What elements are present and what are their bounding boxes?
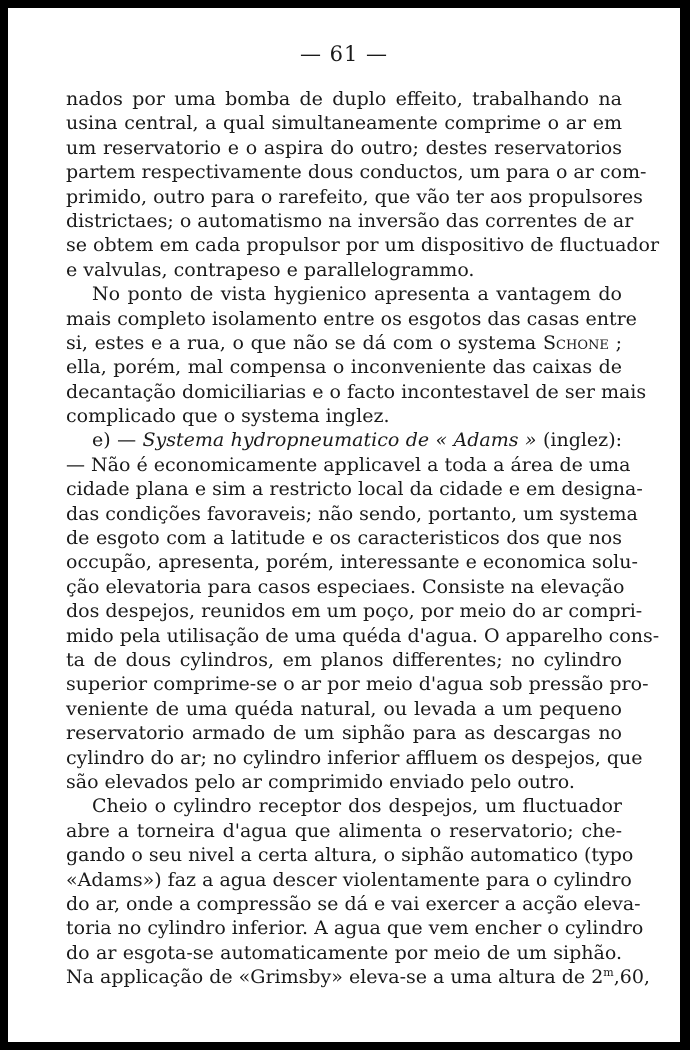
text-line: abre a torneira d'agua que alimenta o reservatorio; che- xyxy=(66,819,622,842)
text-line: do ar esgota-se automaticamente por meio de um siphão. xyxy=(66,941,622,964)
text-line: de esgoto com a latitude e os caracteristicos dos que nos xyxy=(66,527,622,550)
text-line: veniente de uma quéda natural, ou levada a um pequeno xyxy=(66,697,622,720)
text-segment: Na applicação de «Grimsby» eleva-se a uma altura de 2 xyxy=(66,966,604,989)
text-line: e valvulas, contrapeso e parallelogrammo. xyxy=(66,258,475,281)
text-line: reservatorio armado de um siphão para as descargas no xyxy=(66,722,622,745)
text-line: dos despejos, reunidos em um poço, por meio do ar compri- xyxy=(66,600,643,623)
text-line: usina central, a qual simultaneamente comprime o ar em xyxy=(66,112,622,135)
text-segment: ; xyxy=(608,331,622,354)
text-line: ta de dous cylindros, em planos differentes; no cylindro xyxy=(66,648,622,671)
text-line: um reservatorio e o aspira do outro; destes reservatorios xyxy=(66,136,622,159)
text-line: partem respectivamente dous conductos, um para o ar com- xyxy=(66,161,647,184)
text-line: districtaes; o automatismo na inversão das correntes de ar xyxy=(66,209,634,232)
text-line: nados por uma bomba de duplo effeito, trabalhando na xyxy=(66,88,622,110)
section-title-tail: (inglez): xyxy=(536,429,623,452)
section-title: Systema hydropneumatico de « Adams » xyxy=(142,429,537,452)
text-segment: ,60, xyxy=(613,966,650,989)
text-line: occupão, apresenta, porém, interessante e economica solu- xyxy=(66,551,638,574)
text-line: ella, porém, mal compensa o inconveniente das caixas de xyxy=(66,356,622,379)
text-line: No ponto de vista hygienico apresenta a vantagem do xyxy=(92,283,622,306)
smallcaps-name: Schone xyxy=(543,331,609,354)
paragraph-3 xyxy=(66,428,660,794)
section-label: e) — xyxy=(92,429,143,452)
text-line: decantação domiciliarias e o facto incontestavel de ser mais xyxy=(66,380,647,403)
unit-superscript: m xyxy=(603,966,614,980)
text-line: — Não é economicamente applicavel a toda a área de uma xyxy=(66,453,631,476)
text-line: cidade plana e sim a restricto local da cidade e em designa- xyxy=(66,478,643,501)
text-line: do ar, onde a compressão se dá e vai exercer a acção eleva- xyxy=(66,892,641,915)
text-line: complicado que o systema inglez. xyxy=(66,405,390,428)
text-line: são elevados pelo ar comprimido enviado pelo outro. xyxy=(66,770,575,793)
section-heading-line xyxy=(66,428,622,452)
text-line: superior comprime-se o ar por meio d'agua sob pressão pro- xyxy=(66,673,649,696)
paragraph-4 xyxy=(66,794,650,989)
text-line: toria no cylindro inferior. A agua que vem encher o cylindro xyxy=(66,917,644,940)
text-line-with-smallcaps xyxy=(66,331,622,355)
text-segment: si, estes e a rua, o que não se dá com o systema xyxy=(66,331,537,354)
text-line: gando o seu nivel a certa altura, o siphão automatico (typo xyxy=(66,844,634,867)
text-body xyxy=(66,87,660,989)
paragraph-2 xyxy=(66,282,647,428)
text-line: se obtem em cada propulsor por um dispositivo de fluctuador xyxy=(66,234,660,257)
text-line: das condições favoraveis; não sendo, portanto, um systema xyxy=(66,502,638,525)
text-line: mais completo isolamento entre os esgotos das casas entre xyxy=(66,307,637,330)
document-page xyxy=(8,8,680,1042)
text-line: cylindro do ar; no cylindro inferior affluem os despejos, que xyxy=(66,746,643,769)
text-line: ção elevatoria para casos especiaes. Consiste na elevação xyxy=(66,575,625,598)
text-line: mido pela utilisação de uma quéda d'agua. O apparelho cons- xyxy=(66,624,660,647)
text-line-with-superscript xyxy=(66,965,650,989)
text-line: primido, outro para o rarefeito, que vão ter aos propulsores xyxy=(66,185,643,208)
paragraph-1 xyxy=(66,87,660,282)
text-line: Cheio o cylindro receptor dos despejos, um fluctuador xyxy=(92,795,622,818)
text-line: «Adams») faz a agua descer violentamente para o cylindro xyxy=(66,868,632,891)
page-number: — 61 — xyxy=(299,42,389,66)
